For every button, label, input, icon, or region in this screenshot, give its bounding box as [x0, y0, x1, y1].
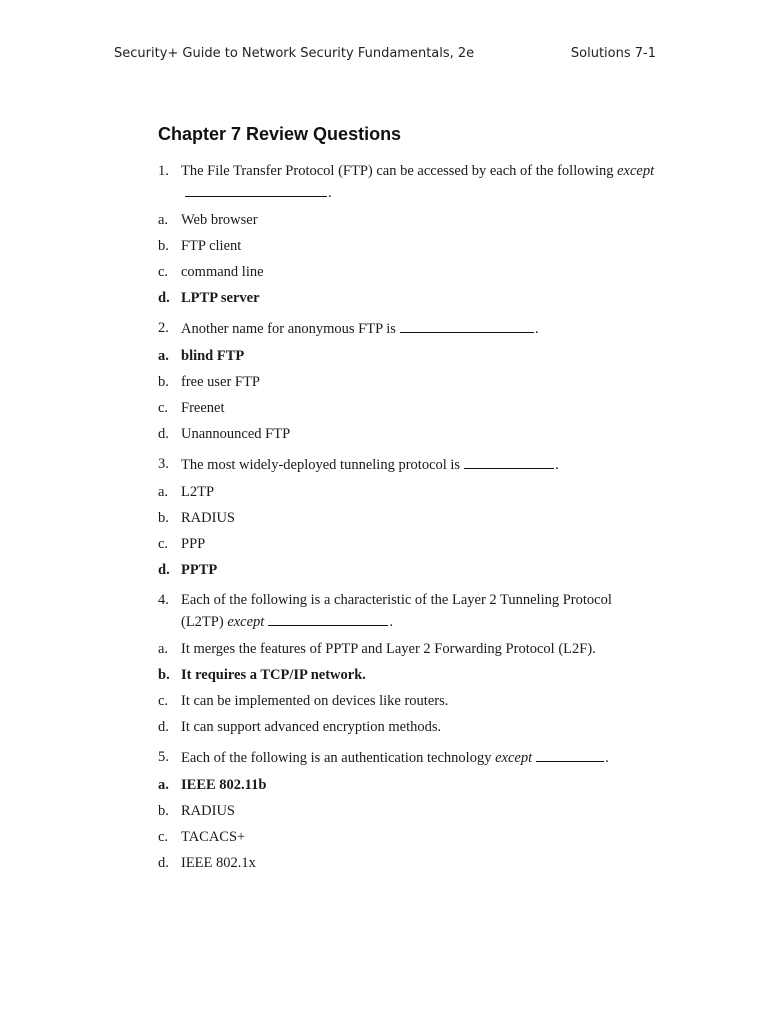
question-emphasis: except [495, 750, 533, 766]
answer-blank [185, 182, 327, 197]
option-letter: a. [158, 777, 169, 793]
question-number: 1. [158, 163, 169, 179]
option-letter: c. [158, 829, 169, 845]
question-text [181, 318, 658, 340]
answer-blank [400, 318, 534, 333]
option-3b [158, 508, 658, 528]
option-2b [158, 372, 658, 392]
question-text [181, 590, 658, 633]
option-3d-correct [158, 560, 658, 580]
option-letter: d. [158, 426, 169, 442]
option-text: IEEE 802.11b [181, 777, 267, 793]
option-letter: c. [158, 400, 169, 416]
question-number: 2. [158, 320, 169, 336]
option-2d [158, 424, 658, 444]
option-text: free user FTP [181, 374, 260, 390]
option-letter: d. [158, 719, 169, 735]
page-number: Solutions 7-1 [570, 46, 656, 61]
option-letter: c. [158, 264, 169, 280]
running-header [114, 46, 656, 61]
question-emphasis: except [227, 614, 265, 630]
option-letter: a. [158, 212, 169, 228]
option-letter: d. [158, 562, 170, 578]
option-3a [158, 482, 658, 502]
question-number: 4. [158, 592, 169, 608]
option-text: LPTP server [181, 290, 260, 306]
question-stem: Another name for anonymous FTP is [181, 321, 396, 337]
option-5b [158, 801, 658, 821]
option-text: TACACS+ [181, 829, 246, 845]
option-letter: b. [158, 238, 169, 254]
document-body [158, 124, 658, 873]
option-letter: d. [158, 290, 170, 306]
question-end: . [328, 185, 332, 201]
question-end: . [555, 457, 559, 473]
option-text: RADIUS [181, 510, 235, 526]
answer-blank [268, 611, 388, 626]
option-1a [158, 210, 658, 230]
question-2 [158, 318, 658, 340]
question-text [181, 454, 658, 476]
answer-blank [464, 454, 554, 469]
option-letter: c. [158, 693, 169, 709]
option-1b [158, 236, 658, 256]
question-text [181, 747, 658, 769]
option-text: IEEE 802.1x [181, 855, 256, 871]
question-end: . [605, 750, 609, 766]
option-text: PPP [181, 536, 206, 552]
option-5c [158, 827, 658, 847]
option-1d-correct [158, 288, 658, 308]
book-title: Security+ Guide to Network Security Fundamentals, 2e [114, 46, 475, 61]
option-text: Freenet [181, 400, 225, 416]
option-text: Web browser [181, 212, 258, 228]
option-letter: b. [158, 667, 170, 683]
option-1c [158, 262, 658, 282]
option-letter: c. [158, 536, 169, 552]
question-end: . [534, 321, 539, 337]
option-text: Unannounced FTP [181, 426, 291, 442]
option-letter: b. [158, 374, 169, 390]
question-number: 5. [158, 749, 169, 765]
option-letter: a. [158, 641, 169, 657]
answer-blank [536, 747, 604, 762]
option-text: It can be implemented on devices like routers. [181, 693, 449, 709]
option-2c [158, 398, 658, 418]
option-2a-correct [158, 346, 658, 366]
question-stem: Each of the following is an authentication technology [181, 750, 492, 766]
option-5a-correct [158, 775, 658, 795]
option-5d [158, 853, 658, 873]
question-stem: The most widely-deployed tunneling protocol is [181, 457, 461, 473]
option-letter: a. [158, 484, 169, 500]
question-end: . [389, 614, 393, 630]
question-number: 3. [158, 456, 169, 472]
option-text: FTP client [181, 238, 242, 254]
question-stem: The File Transfer Protocol (FTP) can be accessed by each of the following [181, 163, 614, 179]
option-letter: a. [158, 348, 169, 364]
option-letter: d. [158, 855, 169, 871]
question-3 [158, 454, 658, 476]
option-3c [158, 534, 658, 554]
option-text: PPTP [181, 562, 218, 578]
option-text: It can support advanced encryption methods. [181, 719, 442, 735]
question-emphasis: except [617, 163, 655, 179]
question-4 [158, 590, 658, 633]
option-4a [158, 639, 658, 659]
question-5 [158, 747, 658, 769]
option-text: blind FTP [181, 348, 245, 364]
option-text: RADIUS [181, 803, 235, 819]
question-text [181, 161, 658, 204]
option-text: L2TP [181, 484, 215, 500]
question-1 [158, 161, 658, 204]
option-text: It requires a TCP/IP network. [181, 667, 366, 683]
option-letter: b. [158, 510, 169, 526]
option-4d [158, 717, 658, 737]
option-4b-correct [158, 665, 658, 685]
chapter-title: Chapter 7 Review Questions [158, 124, 402, 144]
option-text: It merges the features of PPTP and Layer 2 Forwarding Protocol (L2F). [181, 641, 596, 657]
option-letter: b. [158, 803, 169, 819]
option-4c [158, 691, 658, 711]
option-text: command line [181, 264, 264, 280]
question-stem: Each of the following is a characteristic of the Layer 2 Tunneling Protocol (L2TP) [181, 592, 612, 630]
